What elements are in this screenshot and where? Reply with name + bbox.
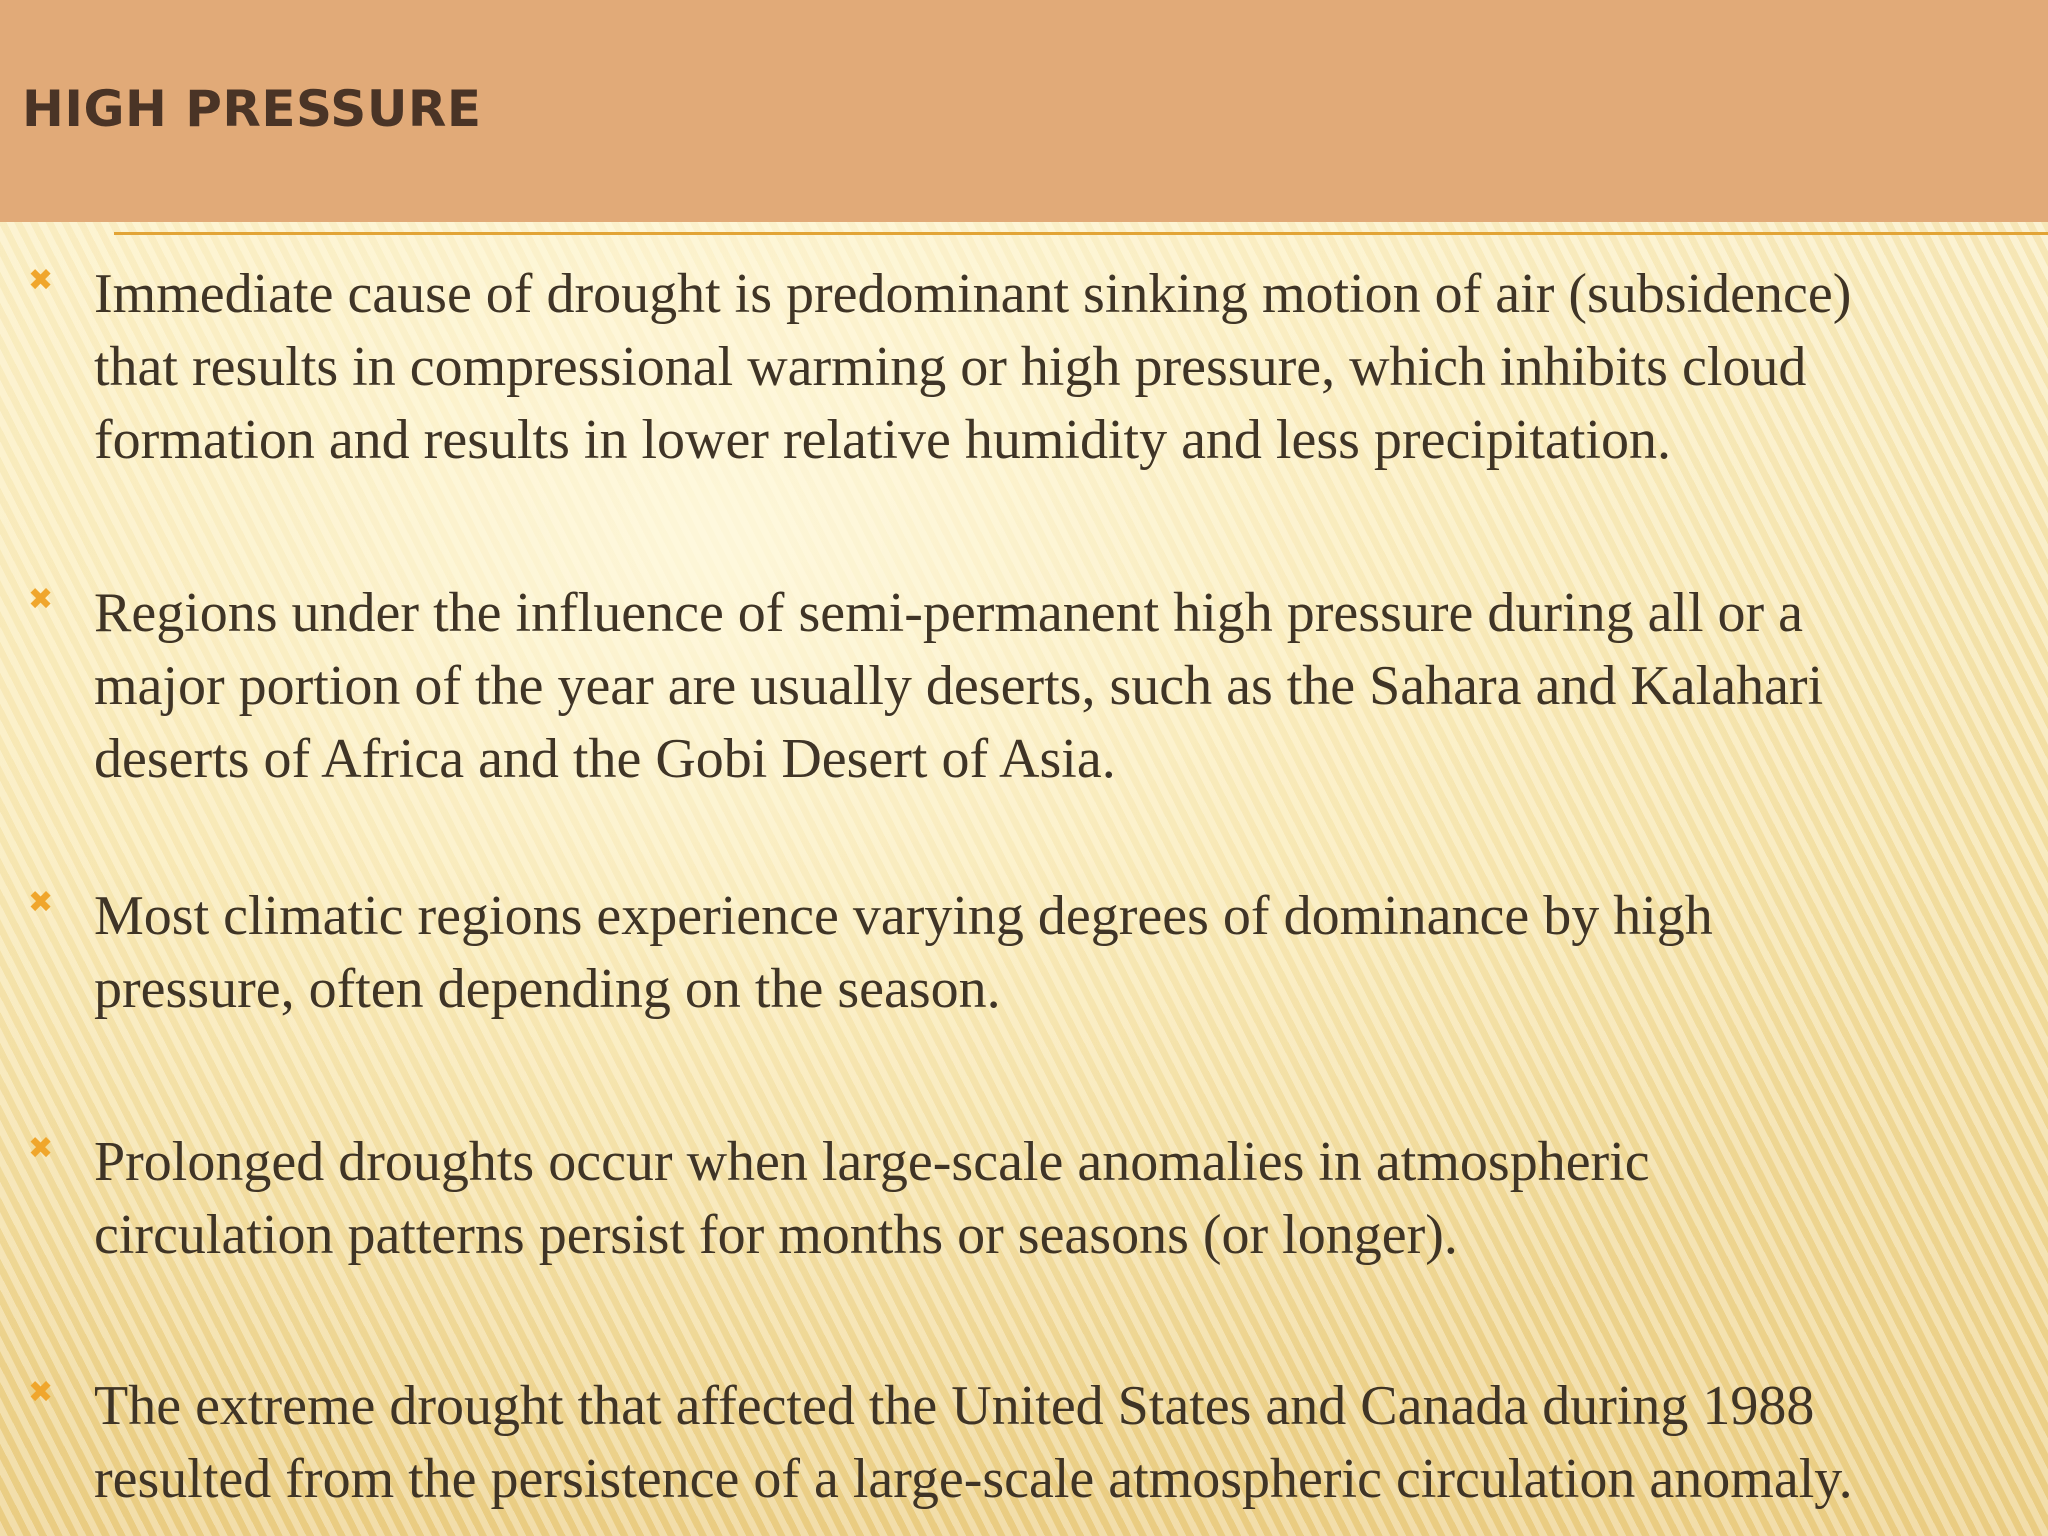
bullet-text: Immediate cause of drought is predominant sinking motion of air (subsidence) that results in compressional warming or high pressure, which inhibits cloud formation and results in lower relative humidity and less precipitation. — [94, 263, 1852, 471]
x-bullet-icon: ✖ — [28, 582, 54, 617]
x-bullet-icon: ✖ — [28, 1375, 54, 1410]
bullet-text: Most climatic regions experience varying degrees of dominance by high pressure, often depending on the season. — [94, 885, 1713, 1020]
x-bullet-icon: ✖ — [28, 885, 54, 920]
x-bullet-icon: ✖ — [28, 263, 54, 298]
title-bar — [0, 0, 2048, 222]
slide-title: HIGH PRESSURE — [22, 80, 482, 138]
x-bullet-icon: ✖ — [28, 1131, 54, 1166]
bullet-text: Prolonged droughts occur when large-scale anomalies in atmospheric circulation patterns persist for months or seasons (or longer). — [94, 1131, 1650, 1266]
title-divider — [114, 232, 2048, 235]
bullet-text: The extreme drought that affected the United States and Canada during 1988 resulted from the persistence of a large-scale atmospheric circulation anomaly. — [94, 1375, 1853, 1510]
bullet-text: Regions under the influence of semi-permanent high pressure during all or a major portion of the year are usually deserts, such as the Sahara and Kalahari deserts of Africa and the Gobi Desert of Asia. — [94, 582, 1824, 790]
